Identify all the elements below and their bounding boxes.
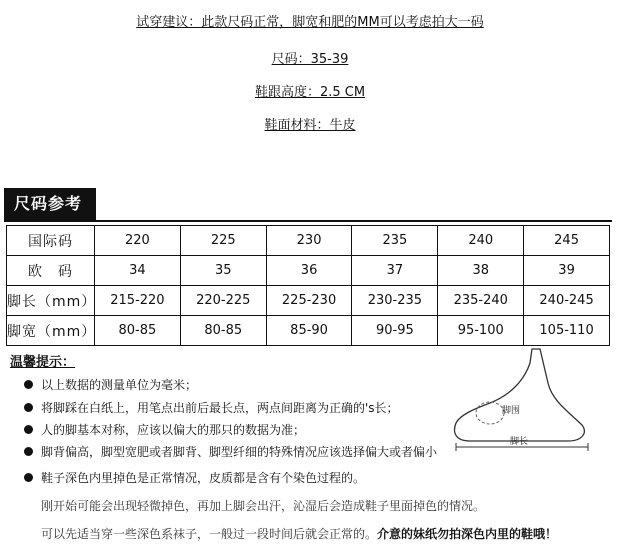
table-cell: 95-100: [438, 316, 524, 346]
table-cell: 105-110: [524, 316, 610, 346]
table-cell: 235: [352, 226, 438, 256]
table-cell: 37: [352, 256, 438, 286]
table-row: [7, 286, 610, 316]
table-cell: 245: [524, 226, 610, 256]
row-header: 脚长（mm）: [7, 286, 95, 316]
table-row: [7, 226, 610, 256]
tip-item: 将脚踩在白纸上，用笔点出前后最长点，两点间距离为正确的's长；: [24, 401, 399, 415]
foot-measure-diagram: [450, 343, 600, 455]
tip-item: 以上数据的测量单位为毫米；: [24, 378, 197, 392]
table-cell: 90-95: [352, 316, 438, 346]
table-cell: 240-245: [524, 286, 610, 316]
table-cell: 35: [180, 256, 266, 286]
table-cell: 235-240: [438, 286, 524, 316]
table-cell: 80-85: [180, 316, 266, 346]
section-title: 尺码参考: [4, 188, 96, 220]
table-cell: 85-90: [266, 316, 352, 346]
table-cell: 230: [266, 226, 352, 256]
tip-item: 人的脚基本对称，应该以偏大的那只的数据为准；: [24, 423, 305, 437]
tip-continuation: 刚开始可能会出现轻微掉色，再加上脚会出汗，沁湿后会造成鞋子里面掉色的情况。: [41, 499, 486, 513]
table-cell: 220-225: [180, 286, 266, 316]
fit-advice: 试穿建议：此款尺码正常，脚宽和肥的MM可以考虑拍大一码: [136, 15, 484, 30]
table-cell: 215-220: [95, 286, 181, 316]
table-cell: 225: [180, 226, 266, 256]
size-range: 尺码：35-39: [271, 52, 349, 67]
table-cell: 230-235: [352, 286, 438, 316]
table-cell: 39: [524, 256, 610, 286]
bullet-icon: [24, 403, 33, 412]
tip-continuation: 可以先适当穿一些深色系袜子，一般过一段时间后就会正常的。介意的妹纸勿拍深色内里的鞋哦！: [41, 527, 558, 541]
table-row: [7, 316, 610, 346]
table-cell: 34: [95, 256, 181, 286]
tip-item: 鞋子深色内里掉色是正常情况，皮质都是含有个染色过程的。: [24, 471, 365, 485]
bullet-icon: [24, 447, 33, 456]
tip-item: 脚背偏高，脚型宽肥或者脚背、脚型纤细的特殊情况应该选择偏大或者偏小: [24, 445, 437, 459]
bullet-icon: [24, 380, 33, 389]
bullet-icon: [24, 425, 33, 434]
row-header: 脚宽（mm）: [7, 316, 95, 346]
tips-title: 温馨提示：: [10, 355, 76, 370]
width-label: 脚围: [502, 406, 521, 416]
table-cell: 240: [438, 226, 524, 256]
table-cell: 36: [266, 256, 352, 286]
length-label: 脚长: [510, 437, 529, 447]
table-row: [7, 256, 610, 286]
row-header: 欧 码: [7, 256, 95, 286]
table-cell: 80-85: [95, 316, 181, 346]
table-cell: 38: [438, 256, 524, 286]
row-header: 国际码: [7, 226, 95, 256]
table-cell: 220: [95, 226, 181, 256]
upper-material: 鞋面材料：牛皮: [264, 118, 356, 133]
table-cell: 225-230: [266, 286, 352, 316]
bullet-icon: [24, 473, 33, 482]
heel-height: 鞋跟高度：2.5 CM: [254, 85, 366, 100]
size-table: [6, 225, 610, 346]
